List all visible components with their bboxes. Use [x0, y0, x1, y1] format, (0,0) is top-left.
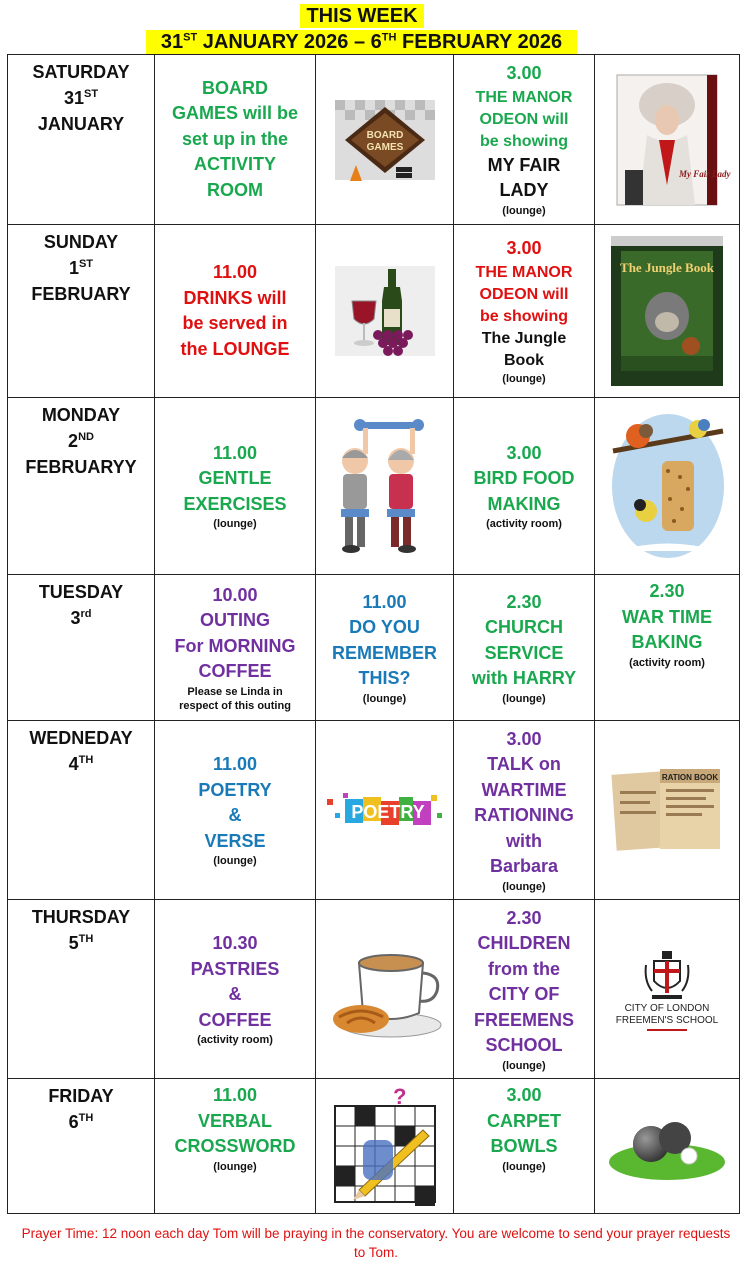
row-wednesday	[8, 721, 740, 900]
svg-text:My Fair Lady: My Fair Lady	[679, 168, 731, 179]
my-fair-lady-poster	[595, 55, 740, 225]
activity-poetry-verse: 11.00 POETRY & VERSE (lounge)	[155, 721, 316, 900]
activity-city-of-freemens-school: 2.30 CHILDREN from the CITY OF FREEMENS SCHOOL (lounge)	[454, 900, 595, 1079]
ration-book-image	[595, 721, 740, 900]
school-logo-line2: FREEMEN'S SCHOOL	[615, 1015, 719, 1026]
activity-verbal-crossword: 11.00 VERBAL CROSSWORD (lounge)	[155, 1079, 316, 1214]
svg-text:?: ?	[392, 1084, 406, 1109]
activity-wartime-rationing-talk: 3.00 TALK on WARTIME RATIONING with Barbara (lounge)	[454, 721, 595, 900]
row-monday	[8, 398, 740, 575]
svg-text:POETRY: POETRY	[350, 802, 425, 822]
activity-film-jungle-book: 3.00 THE MANOR ODEON will be showing The Jungle Book (lounge)	[454, 225, 595, 398]
school-logo-line1: CITY OF LONDON	[624, 1003, 710, 1014]
svg-text:BOARD: BOARD	[366, 129, 403, 141]
page-title: THIS WEEK	[300, 4, 424, 28]
day-friday: FRIDAY 6TH	[8, 1079, 155, 1214]
day-tuesday: TUESDAY 3rd	[8, 575, 155, 721]
date-range-title: 31ST JANUARY 2026 – 6TH FEBRUARY 2026	[146, 30, 577, 54]
svg-text:The Jungle Book: The Jungle Book	[620, 260, 714, 275]
coffee-pastry-image	[316, 900, 454, 1079]
activity-pastries-coffee: 10.30 PASTRIES & COFFEE (activity room)	[155, 900, 316, 1079]
wine-image	[316, 225, 454, 398]
crossword-image	[316, 1079, 454, 1214]
day-wednesday: WEDNEDAY 4TH	[8, 721, 155, 900]
prayer-time-note: Prayer Time: 12 noon each day Tom will be praying in the conservatory. You are welcome to send your prayer requests to Tom.	[21, 1226, 731, 1260]
row-tuesday	[8, 575, 740, 721]
activity-film-my-fair-lady: 3.00 THE MANOR ODEON will be showing MY FAIR LADY (lounge)	[454, 55, 595, 225]
bird-feeder-image	[595, 398, 740, 575]
board-games-image	[316, 55, 454, 225]
row-thursday	[8, 900, 740, 1079]
day-sunday: SUNDAY 1ST FEBRUARY	[8, 225, 155, 398]
day-monday: MONDAY 2ND FEBRUARYY	[8, 398, 155, 575]
svg-text:GAMES: GAMES	[366, 141, 403, 153]
svg-text:RATION BOOK: RATION BOOK	[661, 773, 719, 782]
day-thursday: THURSDAY 5TH	[8, 900, 155, 1079]
row-friday	[8, 1079, 740, 1214]
weekly-schedule-table	[7, 54, 740, 1214]
activity-gentle-exercises: 11.00 GENTLE EXERCISES (lounge)	[155, 398, 316, 575]
exercise-image	[316, 398, 454, 575]
activity-war-time-baking: 2.30 WAR TIME BAKING (activity room)	[595, 575, 740, 721]
row-saturday	[8, 55, 740, 225]
activity-do-you-remember: 11.00 DO YOU REMEMBER THIS? (lounge)	[316, 575, 454, 721]
poetry-image	[316, 721, 454, 900]
row-sunday	[8, 225, 740, 398]
activity-outing-coffee: 10.00 OUTING For MORNING COFFEE Please se Linda in respect of this outing	[155, 575, 316, 721]
bowls-image	[595, 1079, 740, 1214]
activity-bird-food-making: 3.00 BIRD FOOD MAKING (activity room)	[454, 398, 595, 575]
day-saturday: SATURDAY 31ST JANUARY	[8, 55, 155, 225]
activity-church-service: 2.30 CHURCH SERVICE with HARRY (lounge)	[454, 575, 595, 721]
activity-carpet-bowls: 3.00 CARPET BOWLS (lounge)	[454, 1079, 595, 1214]
jungle-book-poster	[595, 225, 740, 398]
freemens-school-logo	[595, 900, 740, 1079]
activity-drinks: 11.00 DRINKS will be served in the LOUNGE	[155, 225, 316, 398]
activity-board-games: BOARD GAMES will be set up in the ACTIVITY ROOM	[155, 55, 316, 225]
